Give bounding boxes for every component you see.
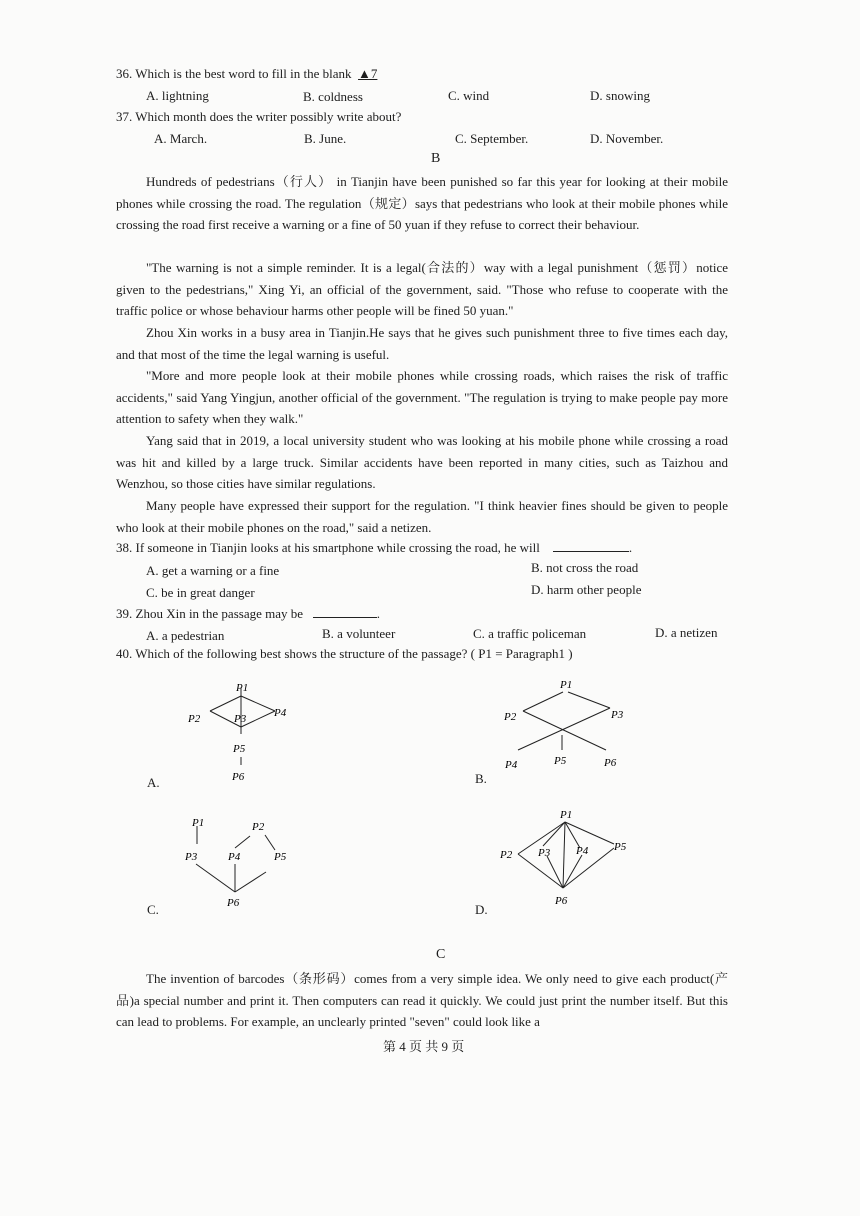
diagram-a-p1: P1 [236, 682, 249, 694]
structure-diagram-b [498, 672, 638, 776]
q40-option-a: A. [147, 775, 160, 790]
q36-question: 36. Which is the best word to fill in the blank ▲7 [116, 66, 378, 81]
section-c-heading: C [436, 947, 446, 962]
diagram-a-p5: P5 [233, 743, 246, 755]
q39-question: 39. Zhou Xin in the passage may be . [116, 606, 381, 621]
passage-b-paragraph-5: Yang said that in 2019, a local university student who was looking at his mobile phone while crossing a road was hit and killed by a large truck. Similar accidents have been reported in many cities, such as Taizhou and Wenzhou, so those cities have similar regulations. [116, 433, 728, 491]
structure-diagram-d [496, 804, 636, 910]
structure-diagram-c [176, 808, 306, 914]
diagram-b-p4: P4 [505, 759, 518, 771]
q36-blank-mark: ▲7 [358, 66, 378, 81]
q38-blank [553, 540, 629, 552]
diagram-b-p3: P3 [611, 709, 624, 721]
diagram-b-p1: P1 [560, 679, 573, 691]
diagram-a-p4: P4 [274, 707, 287, 719]
diagram-d-p5: P5 [614, 841, 627, 853]
diagram-c-p2: P2 [252, 821, 265, 833]
structure-diagram-a [180, 676, 300, 788]
diagram-b-p6: P6 [604, 757, 617, 769]
q38-question: 38. If someone in Tianjin looks at his smartphone while crossing the road, he will . [116, 540, 633, 555]
q37-option-a: A. March. [154, 131, 208, 146]
diagram-c-p3: P3 [185, 851, 198, 863]
diagram-a-p2: P2 [188, 713, 201, 725]
q38-option-b: B. not cross the road [531, 560, 639, 575]
page-footer: 第 4 页 共 9 页 [383, 1039, 465, 1054]
passage-b-paragraph-1: Hundreds of pedestrians（行人） in Tianjin have been punished so far this year for looking at their mobile phones while crossing the road. The regulation（规定）says that pedestrians who look at their mobile phones while crossing the road first receive a warning or a fine of 50 yuan if they refuse to correct their behaviour. [116, 174, 728, 232]
diagram-d-p1: P1 [560, 809, 573, 821]
q40-option-d: D. [475, 902, 488, 917]
diagram-b-p5: P5 [554, 755, 567, 767]
q40-option-c: C. [147, 902, 159, 917]
passage-b-paragraph-2: "The warning is not a simple reminder. It is a legal(合法的）way with a legal punishment（惩罚）notice given to the pedestrians," Xing Yi, an official of the government, said. "Those who refuse to cooperate with the traffic police or whose behaviour harms other people will be fined 50 yuan." [116, 260, 728, 318]
diagram-b-p2: P2 [504, 711, 517, 723]
q39-option-a: A. a pedestrian [146, 628, 225, 643]
q37-option-c: C. September. [455, 131, 529, 146]
diagram-c-p5: P5 [274, 851, 287, 863]
q36-option-a: A. lightning [146, 88, 209, 103]
diagram-d-p3: P3 [538, 847, 551, 859]
diagram-c-p4: P4 [228, 851, 241, 863]
q39-option-d: D. a netizen [655, 625, 718, 640]
q40-option-b: B. [475, 771, 487, 786]
diagram-d-p4: P4 [576, 845, 589, 857]
passage-b-paragraph-6: Many people have expressed their support for the regulation. "I think heavier fines should be given to people who look at their mobile phones on the road," said a netizen. [116, 498, 728, 535]
q39-option-b: B. a volunteer [322, 626, 396, 641]
q36-option-b: B. coldness [303, 89, 363, 104]
q39-option-c: C. a traffic policeman [473, 626, 587, 641]
diagram-a-p3: P3 [234, 713, 247, 725]
diagram-d-p6: P6 [555, 895, 568, 907]
q36-option-d: D. snowing [590, 88, 650, 103]
q37-question: 37. Which month does the writer possibly write about? [116, 109, 402, 124]
passage-b-paragraph-4: "More and more people look at their mobile phones while crossing roads, which raises the risk of traffic accidents," said Yang Yingjun, another official of the government. "The regulation is trying to make people pay more attention to safety when they walk." [116, 368, 728, 426]
passage-b-paragraph-3: Zhou Xin works in a busy area in Tianjin.He says that he gives such punishment three to five times each day, and that most of the time the legal warning is useful. [116, 325, 728, 362]
passage-c-paragraph-1: The invention of barcodes（条形码）comes from a very simple idea. We only need to give each product(产品)a special number and print it. Then computers can read it quickly. We could just print the number itself. But this can lead to problems. For example, an unclearly printed "seven" could look like a [116, 971, 728, 1029]
q37-option-d: D. November. [590, 131, 664, 146]
diagram-a-p6: P6 [232, 771, 245, 783]
section-b-heading: B [431, 151, 441, 166]
diagram-d-p2: P2 [500, 849, 513, 861]
diagram-c-p6: P6 [227, 897, 240, 909]
q40-question: 40. Which of the following best shows the structure of the passage? ( P1 = Paragraph1 ) [116, 646, 573, 661]
q37-option-b: B. June. [304, 131, 347, 146]
q39-blank [313, 606, 377, 618]
diagram-c-p1: P1 [192, 817, 205, 829]
q38-option-a: A. get a warning or a fine [146, 563, 280, 578]
q38-option-c: C. be in great danger [146, 585, 255, 600]
q38-option-d: D. harm other people [531, 582, 642, 597]
q36-option-c: C. wind [448, 88, 490, 103]
